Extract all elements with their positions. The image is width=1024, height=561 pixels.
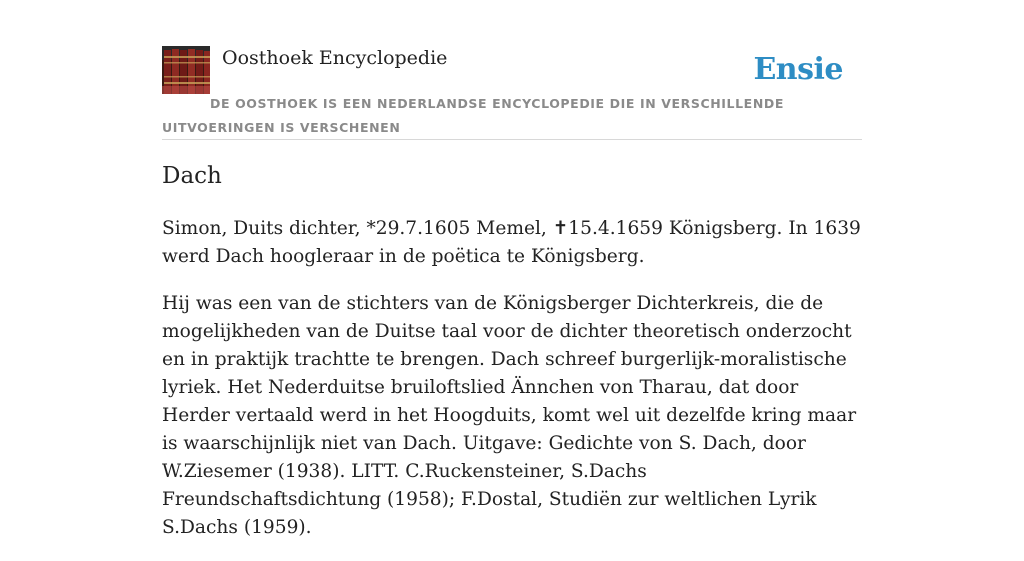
site-header [162, 46, 862, 140]
site-name-link[interactable]: Oosthoek Encyclopedie [222, 47, 448, 69]
encyclopedia-books-icon [162, 46, 210, 94]
brand-logo[interactable]: Ensie [753, 52, 843, 87]
article-paragraph: Simon, Duits dichter, *29.7.1605 Memel, ✝15.4.1659 Königsberg. In 1639 werd Dach hoogleraar in de poëtica te Königsberg. [162, 218, 861, 267]
article-title: Dach [162, 163, 222, 189]
article-paragraph: Hij was een van de stichters van de Königsberger Dichterkreis, die de mogelijkheden van de Duitse taal voor de dichter theoretisch onderzocht en in praktijk trachtte te brengen. Dach schreef burgerlijk-moralistische lyriek. Het Nederduitse bruiloftslied Ännchen von Tharau, dat door Herder vertaald werd in het Hoogduits, komt wel uit dezelfde kring maar is waarschijnlijk niet van Dach. Uitgave: Gedichte von S. Dach, door W.Ziesemer (1938). LITT. C.Ruckensteiner, S.Dachs Freundschaftsdichtung (1958); F.Dostal, Studiën zur weltlichen Lyrik S.Dachs (1959). [162, 293, 857, 538]
article-body [162, 215, 862, 561]
site-tagline: DE OOSTHOEK IS EEN NEDERLANDSE ENCYCLOPEDIE DIE IN VERSCHILLENDE UITVOERINGEN IS VERSCHENEN [162, 96, 784, 135]
site-avatar[interactable] [162, 46, 210, 94]
